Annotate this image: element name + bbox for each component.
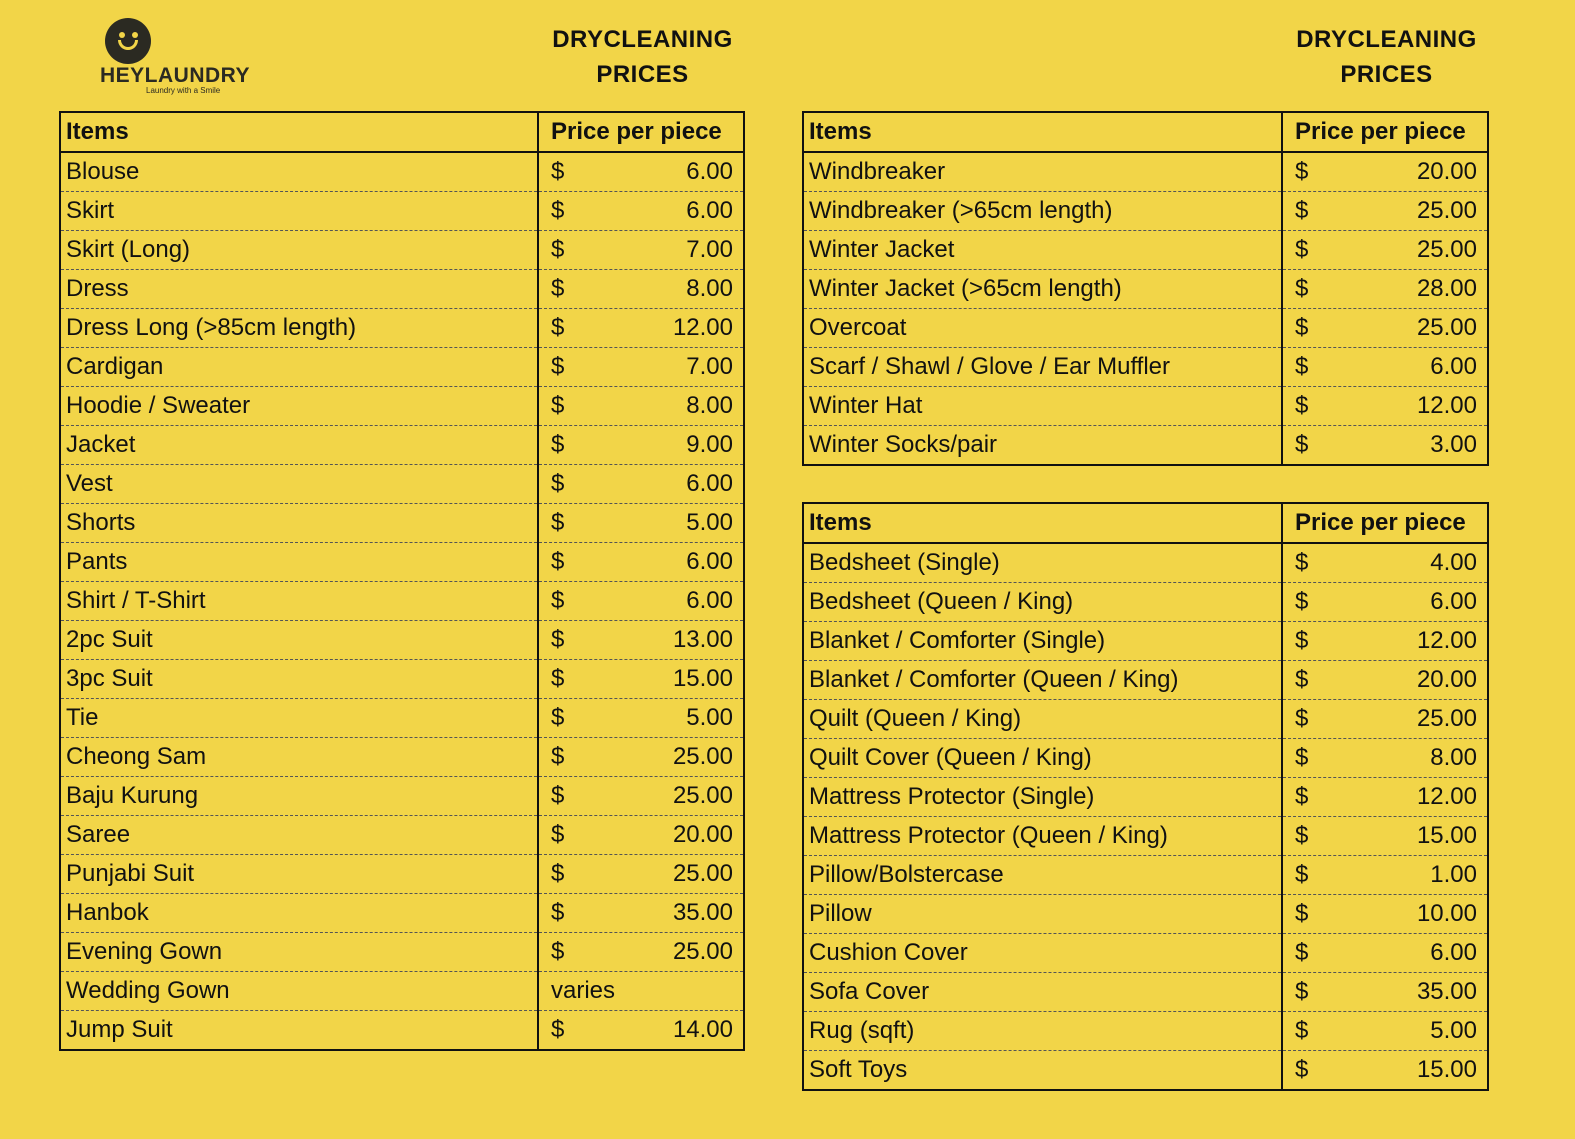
currency: $ — [551, 353, 565, 380]
item-price — [1282, 973, 1488, 1012]
household-price-table — [802, 502, 1489, 1091]
amount: 8.00 — [1430, 744, 1477, 771]
table-header-row — [803, 503, 1488, 543]
item-price — [1282, 231, 1488, 270]
item-price — [1282, 348, 1488, 387]
item-price — [1282, 1051, 1488, 1091]
currency: $ — [1295, 705, 1309, 732]
table-row — [803, 387, 1488, 426]
item-price — [538, 504, 744, 543]
table-header-row — [803, 112, 1488, 152]
item-name: Scarf / Shawl / Glove / Ear Muffler — [803, 348, 1282, 387]
table-row — [60, 348, 744, 387]
item-price — [1282, 856, 1488, 895]
table-row — [60, 621, 744, 660]
item-name: Windbreaker (>65cm length) — [803, 192, 1282, 231]
currency: $ — [1295, 978, 1309, 1005]
item-price — [538, 231, 744, 270]
table-row — [60, 816, 744, 855]
amount: 20.00 — [1416, 158, 1477, 185]
header-price: Price per piece — [1282, 503, 1488, 543]
currency: $ — [1295, 314, 1309, 341]
item-price — [538, 387, 744, 426]
item-name: Punjabi Suit — [60, 855, 538, 894]
item-name: Cheong Sam — [60, 738, 538, 777]
item-name: Quilt Cover (Queen / King) — [803, 739, 1282, 778]
item-price — [538, 270, 744, 309]
item-name: Winter Jacket (>65cm length) — [803, 270, 1282, 309]
item-price — [538, 192, 744, 231]
amount: 12.00 — [1416, 627, 1477, 654]
amount: 28.00 — [1416, 275, 1477, 302]
item-name: Jacket — [60, 426, 538, 465]
item-price — [538, 660, 744, 699]
item-price — [538, 543, 744, 582]
amount: 12.00 — [672, 314, 733, 341]
item-name: Mattress Protector (Queen / King) — [803, 817, 1282, 856]
header-price: Price per piece — [1282, 112, 1488, 152]
currency: varies — [551, 977, 616, 1004]
table-row — [803, 622, 1488, 661]
amount: 15.00 — [1416, 1056, 1477, 1083]
amount: 25.00 — [672, 860, 733, 887]
table-row — [803, 895, 1488, 934]
currency: $ — [1295, 1056, 1309, 1083]
item-name: Cardigan — [60, 348, 538, 387]
amount: 25.00 — [1416, 314, 1477, 341]
item-name: Sofa Cover — [803, 973, 1282, 1012]
amount: 10.00 — [1416, 900, 1477, 927]
amount: 15.00 — [672, 665, 733, 692]
table-row — [60, 777, 744, 816]
currency: $ — [551, 470, 565, 497]
table-row — [803, 817, 1488, 856]
item-price — [538, 855, 744, 894]
amount: 6.00 — [686, 197, 733, 224]
item-name: Baju Kurung — [60, 777, 538, 816]
table-row — [803, 778, 1488, 817]
item-name: Bedsheet (Single) — [803, 543, 1282, 583]
table-row — [60, 465, 744, 504]
amount: 25.00 — [1416, 236, 1477, 263]
table-row — [803, 1051, 1488, 1091]
item-price — [1282, 778, 1488, 817]
amount: 5.00 — [686, 509, 733, 536]
table-row — [803, 934, 1488, 973]
item-name: Cushion Cover — [803, 934, 1282, 973]
currency: $ — [551, 743, 565, 770]
item-price — [538, 738, 744, 777]
table-row — [60, 972, 744, 1011]
item-price — [538, 152, 744, 192]
table-row — [60, 582, 744, 621]
item-price — [1282, 387, 1488, 426]
currency: $ — [1295, 939, 1309, 966]
item-name: Saree — [60, 816, 538, 855]
item-price — [538, 309, 744, 348]
table-row — [60, 738, 744, 777]
amount: 14.00 — [672, 1016, 733, 1043]
item-price — [1282, 192, 1488, 231]
header-items: Items — [803, 112, 1282, 152]
header-items: Items — [60, 112, 538, 152]
amount: 6.00 — [686, 587, 733, 614]
amount: 12.00 — [1416, 783, 1477, 810]
item-name: Mattress Protector (Single) — [803, 778, 1282, 817]
table-row — [60, 699, 744, 738]
item-name: Pillow — [803, 895, 1282, 934]
item-name: Pants — [60, 543, 538, 582]
item-name: Windbreaker — [803, 152, 1282, 192]
amount: 9.00 — [686, 431, 733, 458]
item-name: Hanbok — [60, 894, 538, 933]
item-price — [538, 894, 744, 933]
item-name: 2pc Suit — [60, 621, 538, 660]
currency: $ — [1295, 392, 1309, 419]
item-price — [538, 816, 744, 855]
table-row — [60, 192, 744, 231]
table-row — [803, 348, 1488, 387]
currency: $ — [551, 665, 565, 692]
currency: $ — [551, 275, 565, 302]
currency: $ — [1295, 549, 1309, 576]
item-name: 3pc Suit — [60, 660, 538, 699]
item-price — [1282, 934, 1488, 973]
table-header-row — [60, 112, 744, 152]
item-name: Wedding Gown — [60, 972, 538, 1011]
currency: $ — [1295, 627, 1309, 654]
amount: 6.00 — [686, 470, 733, 497]
header-items: Items — [803, 503, 1282, 543]
amount: 20.00 — [672, 821, 733, 848]
currency: $ — [1295, 822, 1309, 849]
item-name: Dress Long (>85cm length) — [60, 309, 538, 348]
page-title-right: DRYCLEANING PRICES — [1296, 26, 1477, 88]
item-name: Rug (sqft) — [803, 1012, 1282, 1051]
table-row — [60, 660, 744, 699]
table-row — [60, 387, 744, 426]
currency: $ — [551, 431, 565, 458]
item-name: Blanket / Comforter (Queen / King) — [803, 661, 1282, 700]
table-row — [60, 894, 744, 933]
amount: 6.00 — [1430, 588, 1477, 615]
table-row — [60, 543, 744, 582]
amount: 6.00 — [686, 158, 733, 185]
amount: 6.00 — [1430, 939, 1477, 966]
currency: $ — [551, 509, 565, 536]
item-name: Winter Hat — [803, 387, 1282, 426]
item-price — [538, 777, 744, 816]
item-price — [1282, 700, 1488, 739]
table-row — [60, 231, 744, 270]
logo-tagline: Laundry with a Smile — [146, 86, 221, 95]
item-name: Bedsheet (Queen / King) — [803, 583, 1282, 622]
amount: 25.00 — [672, 938, 733, 965]
table-row — [803, 661, 1488, 700]
currency: $ — [551, 1016, 565, 1043]
item-name: Shorts — [60, 504, 538, 543]
table-row — [60, 855, 744, 894]
amount: 8.00 — [686, 275, 733, 302]
item-price — [1282, 739, 1488, 778]
item-name: Vest — [60, 465, 538, 504]
item-name: Skirt (Long) — [60, 231, 538, 270]
table-row — [803, 543, 1488, 583]
table-row — [803, 700, 1488, 739]
item-price — [1282, 309, 1488, 348]
amount: 6.00 — [1430, 353, 1477, 380]
garments-price-table — [59, 111, 745, 1051]
item-price — [538, 699, 744, 738]
item-price — [538, 621, 744, 660]
item-price — [1282, 152, 1488, 192]
amount: 35.00 — [1416, 978, 1477, 1005]
currency: $ — [1295, 744, 1309, 771]
item-name: Hoodie / Sweater — [60, 387, 538, 426]
logo-name: HEYLAUNDRY — [100, 64, 251, 87]
currency: $ — [1295, 900, 1309, 927]
item-name: Winter Jacket — [803, 231, 1282, 270]
table-row — [60, 1011, 744, 1051]
currency: $ — [551, 626, 565, 653]
table-row — [60, 933, 744, 972]
currency: $ — [1295, 275, 1309, 302]
currency: $ — [1295, 588, 1309, 615]
table-row — [803, 192, 1488, 231]
currency: $ — [1295, 861, 1309, 888]
table-row — [803, 739, 1488, 778]
item-name: Skirt — [60, 192, 538, 231]
table-row — [60, 270, 744, 309]
amount: 13.00 — [672, 626, 733, 653]
currency: $ — [1295, 666, 1309, 693]
currency: $ — [1295, 431, 1309, 458]
item-name: Jump Suit — [60, 1011, 538, 1051]
amount: 7.00 — [686, 353, 733, 380]
amount: 25.00 — [672, 743, 733, 770]
currency: $ — [1295, 353, 1309, 380]
item-name: Soft Toys — [803, 1051, 1282, 1091]
table-row — [60, 152, 744, 192]
item-name: Quilt (Queen / King) — [803, 700, 1282, 739]
page-title-left: DRYCLEANING PRICES — [552, 26, 733, 88]
item-price — [538, 348, 744, 387]
currency: $ — [1295, 197, 1309, 224]
item-name: Pillow/Bolstercase — [803, 856, 1282, 895]
amount: 15.00 — [1416, 822, 1477, 849]
currency: $ — [551, 158, 565, 185]
table-row — [803, 231, 1488, 270]
item-price — [1282, 543, 1488, 583]
table-row — [803, 426, 1488, 466]
item-price — [1282, 583, 1488, 622]
currency: $ — [551, 899, 565, 926]
amount: 7.00 — [686, 236, 733, 263]
amount: 6.00 — [686, 548, 733, 575]
currency: $ — [551, 587, 565, 614]
table-row — [803, 973, 1488, 1012]
currency: $ — [551, 704, 565, 731]
item-name: Blouse — [60, 152, 538, 192]
currency: $ — [551, 860, 565, 887]
currency: $ — [551, 236, 565, 263]
table-row — [803, 270, 1488, 309]
amount: 1.00 — [1430, 861, 1477, 888]
amount: 20.00 — [1416, 666, 1477, 693]
item-price — [538, 933, 744, 972]
amount: 4.00 — [1430, 549, 1477, 576]
table-row — [803, 309, 1488, 348]
amount: 35.00 — [672, 899, 733, 926]
item-name: Shirt / T-Shirt — [60, 582, 538, 621]
table-row — [60, 504, 744, 543]
table-row — [803, 1012, 1488, 1051]
item-price — [1282, 426, 1488, 466]
currency: $ — [1295, 158, 1309, 185]
currency: $ — [551, 548, 565, 575]
item-price — [1282, 1012, 1488, 1051]
item-name: Tie — [60, 699, 538, 738]
item-price — [1282, 622, 1488, 661]
item-price — [538, 465, 744, 504]
currency: $ — [551, 821, 565, 848]
item-price — [538, 1011, 744, 1051]
amount: 8.00 — [686, 392, 733, 419]
amount: 25.00 — [1416, 197, 1477, 224]
currency: $ — [551, 197, 565, 224]
item-price — [1282, 270, 1488, 309]
currency: $ — [1295, 783, 1309, 810]
amount: 25.00 — [1416, 705, 1477, 732]
item-price — [1282, 895, 1488, 934]
heylaundry-logo — [100, 18, 285, 95]
smiley-icon — [105, 18, 151, 64]
currency: $ — [551, 392, 565, 419]
item-name: Overcoat — [803, 309, 1282, 348]
currency: $ — [1295, 236, 1309, 263]
item-name: Dress — [60, 270, 538, 309]
header-price: Price per piece — [538, 112, 744, 152]
table-row — [803, 856, 1488, 895]
amount: 12.00 — [1416, 392, 1477, 419]
table-row — [803, 152, 1488, 192]
item-price — [538, 972, 744, 1011]
currency: $ — [551, 314, 565, 341]
currency: $ — [1295, 1017, 1309, 1044]
item-price — [1282, 817, 1488, 856]
item-name: Blanket / Comforter (Single) — [803, 622, 1282, 661]
table-row — [60, 426, 744, 465]
table-row — [60, 309, 744, 348]
item-price — [1282, 661, 1488, 700]
item-name: Winter Socks/pair — [803, 426, 1282, 466]
item-price — [538, 426, 744, 465]
currency: $ — [551, 782, 565, 809]
outerwear-price-table — [802, 111, 1489, 466]
amount: 3.00 — [1430, 431, 1477, 458]
table-row — [803, 583, 1488, 622]
amount: 25.00 — [672, 782, 733, 809]
currency: $ — [551, 938, 565, 965]
item-price — [538, 582, 744, 621]
amount: 5.00 — [686, 704, 733, 731]
amount: 5.00 — [1430, 1017, 1477, 1044]
item-name: Evening Gown — [60, 933, 538, 972]
